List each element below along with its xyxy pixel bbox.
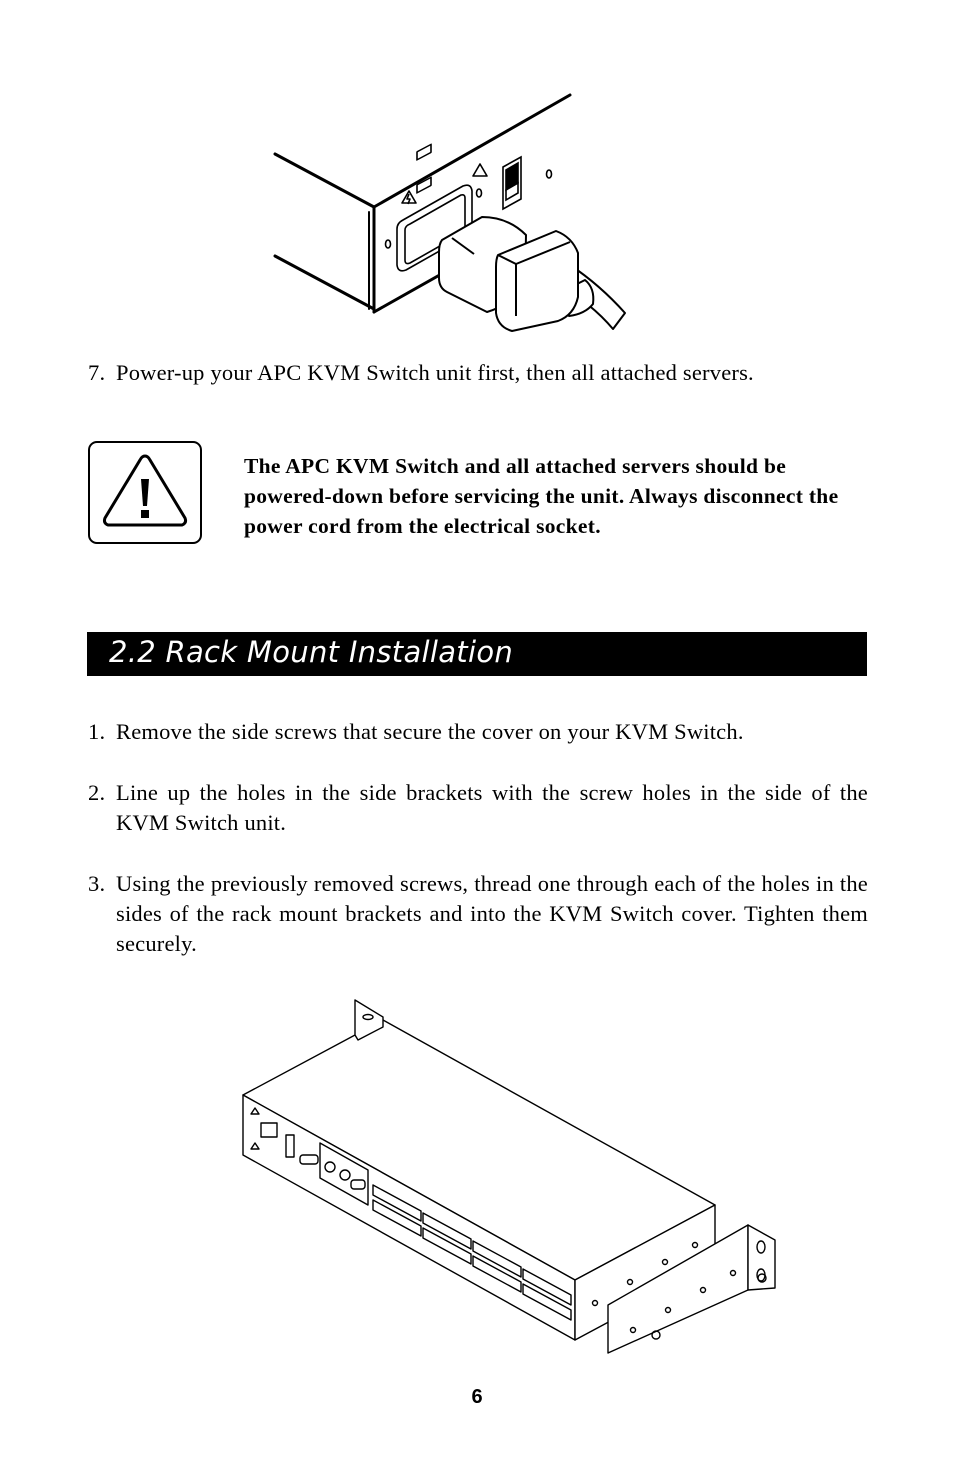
step-3 <box>88 869 868 959</box>
page-number: 6 <box>471 1386 483 1408</box>
step-number: 1. <box>88 719 106 744</box>
step-number: 2. <box>88 780 106 805</box>
section-title: 2.2 Rack Mount Installation <box>109 635 514 669</box>
step-text: Line up the holes in the side brackets with the screw holes in the side of the KVM Switch unit. <box>116 780 868 835</box>
power-cord-illustration <box>270 90 640 335</box>
step-number: 7. <box>88 360 106 385</box>
step-7 <box>88 358 868 388</box>
step-text: Power-up your APC KVM Switch unit first, then all attached servers. <box>116 360 754 385</box>
step-1 <box>88 717 868 747</box>
step-number: 3. <box>88 871 106 896</box>
section-heading <box>87 632 867 676</box>
warning-triangle-icon <box>90 443 200 542</box>
rack-mount-illustration <box>238 995 783 1360</box>
warning-callout-box <box>88 441 202 544</box>
step-text: Remove the side screws that secure the cover on your KVM Switch. <box>116 719 744 744</box>
step-text: Using the previously removed screws, thread one through each of the holes in the sides of the rack mount brackets and into the KVM Switch cover. Tighten them securely. <box>116 871 868 956</box>
warning-text: The APC KVM Switch and all attached servers should be powered-down before servicing the unit. Always disconnect the power cord from the electrical socket. <box>244 454 839 538</box>
step-2 <box>88 778 868 838</box>
